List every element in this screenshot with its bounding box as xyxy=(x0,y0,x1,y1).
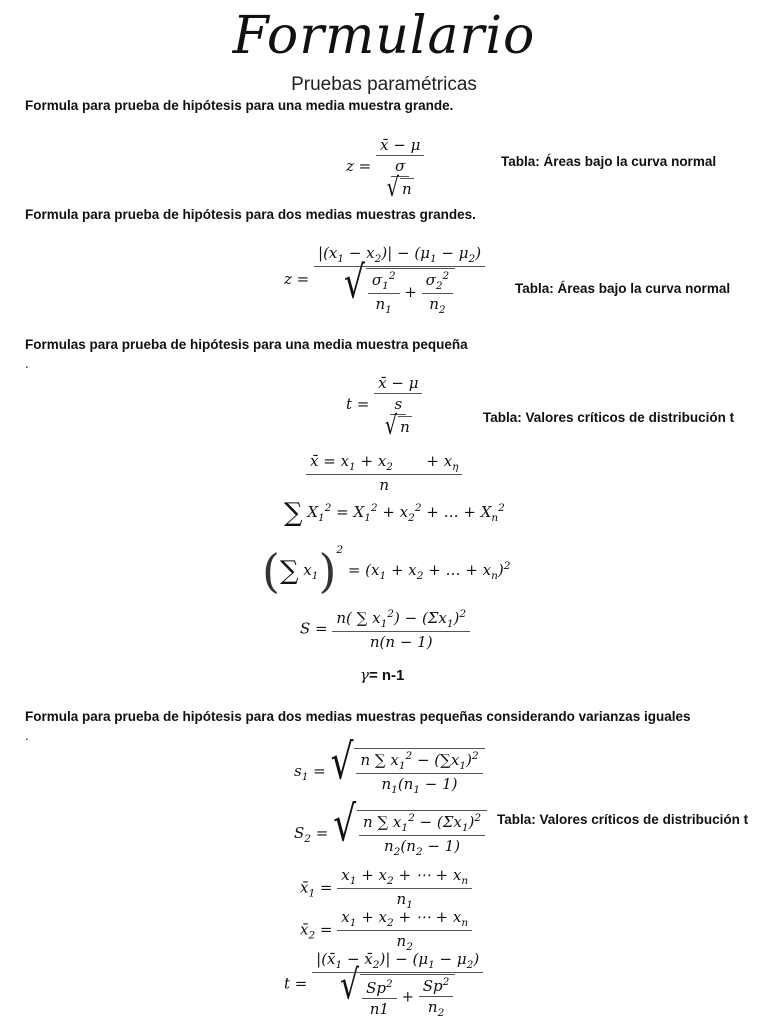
page-title: Formulario xyxy=(232,6,536,66)
section-4-dot: . xyxy=(25,728,29,743)
section-3-heading: Formulas para prueba de hipótesis para una media muestra pequeña xyxy=(25,337,468,352)
section-2-table-note: Tabla: Áreas bajo la curva normal xyxy=(515,281,731,296)
formula-t-two-means: t = $|(x̄_1$ − $x̄_2)| - (\mu_1 - \mu_2)$ √ $\frac{Sp^2}{n1}$ + $\frac{Sp^2}{n_2}$ xyxy=(284,950,483,1019)
degrees-of-freedom: γ= n-1 xyxy=(360,666,405,684)
formula-s1: $s_1$ = √ $\frac{n \sum x_1^2 - (\sum x_1)^2}{n_1(n_1 - 1)}$ xyxy=(294,748,485,796)
section-1-table-note: Tabla: Áreas bajo la curva normal xyxy=(501,154,717,169)
section-3-table-note: Tabla: Valores críticos de distribución t xyxy=(483,410,735,425)
section-4-table-note: Tabla: Valores críticos de distribución t xyxy=(497,812,749,827)
formula-sum-of-squares: ∑ $X_1^2 = X_1^2 + x_2^2$ + … + $X_n^2$ xyxy=(284,498,505,528)
section-4-heading: Formula para prueba de hipótesis para dos medias muestras pequeñas considerando varianzas iguales xyxy=(25,709,691,724)
formula-mean-x2: $x̄_2$ = $\frac{x_1 + x_2 + \cdots + x_n}{n_2}$ xyxy=(300,908,472,953)
section-3-dot: . xyxy=(25,356,29,371)
formula-std-deviation: S = $\frac{n( \sum x_1^2) - (\Sigma x_1)^2}{n(n - 1)}$ xyxy=(300,608,470,651)
formula-mean-x1: $x̄_1$ = $\frac{x_1 + x_2 + \cdots + x_n}{n_1}$ xyxy=(300,866,472,911)
page-subtitle: Pruebas paramétricas xyxy=(291,74,477,95)
formula-z-one-mean: z = x̄ − μ σ √ n xyxy=(346,136,424,198)
formula-t-one-mean: t = x̄ − μ s √ n xyxy=(346,374,422,436)
formula-square-of-sum: (∑ $x_1)^2 = (x_1 + x_2$ + … + $x_n)^2$ xyxy=(262,544,511,598)
formula-sample-mean: $\frac{x̄ = x_1 + x_2 + x_\eta}{n}$ xyxy=(306,452,462,494)
formula-s2: $S_2$ = √ $\frac{n \sum x_1^2 - (\Sigma x_1)^2}{n_2(n_2 - 1)}$ xyxy=(294,810,487,858)
section-2-heading: Formula para prueba de hipótesis para dos medias muestras grandes. xyxy=(25,207,476,222)
formula-z-two-means: z = $|(x_1 - x_2)| - (\mu_1 - \mu_2)$ √ $\frac{\sigma_1^2}{n_1}$ + $\frac{\sigma_2^2}{n_2}$ xyxy=(284,244,485,316)
section-1-heading: Formula para prueba de hipótesis para una media muestra grande. xyxy=(25,98,454,113)
